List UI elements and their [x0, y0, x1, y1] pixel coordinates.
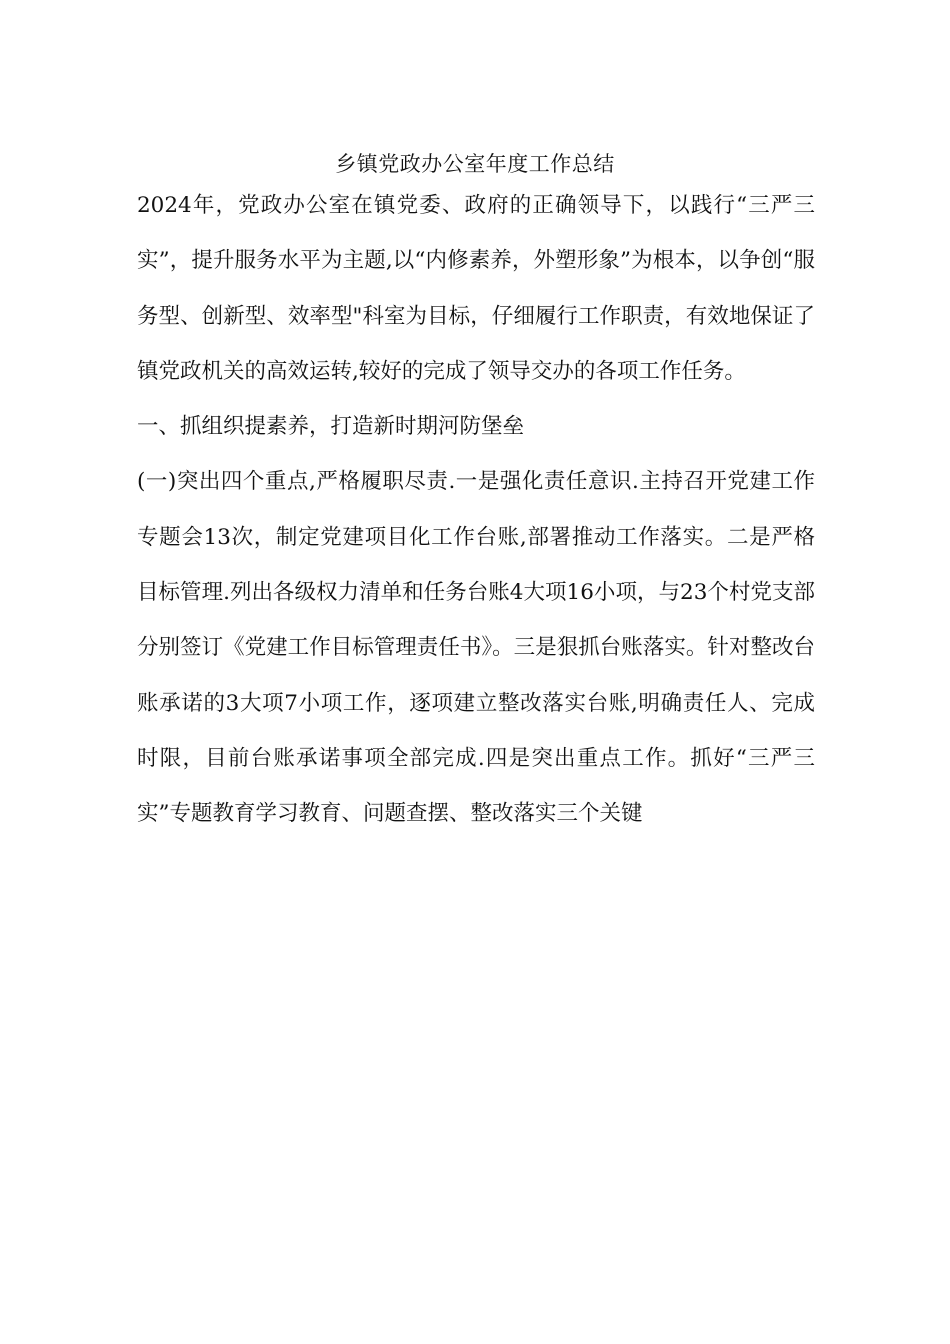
document-body	[137, 178, 815, 842]
paragraph-intro: 2024年，党政办公室在镇党委、政府的正确领导下，以践行“三严三实”，提升服务水平为主题,以“内修素养，外塑形象”为根本，以争创“服务型、创新型、效率型"科室为目标，仔细履行工作职责，有效地保证了镇党政机关的高效运转,较好的完成了领导交办的各项工作任务。	[137, 193, 815, 384]
paragraph-section-1: (一)突出四个重点,严格履职尽责.一是强化责任意识.主持召开党建工作专题会13次，制定党建项目化工作台账,部署推动工作落实。二是严格目标管理.列出各级权力清单和任务台账4大项16小项，与23个村党支部分别签订《党建工作目标管理责任书》。三是狠抓台账落实。针对整改台账承诺的3大项7小项工作，逐项建立整改落实台账,明确责任人、完成时限，目前台账承诺事项全部完成.四是突出重点工作。抓好“三严三实”专题教育学习教育、问题查摆、整改落实三个关键	[137, 469, 815, 827]
document-title: 乡镇党政办公室年度工作总结	[335, 152, 615, 176]
section-heading: 一、抓组织提素养，打造新时期河防堡垒	[137, 414, 525, 440]
